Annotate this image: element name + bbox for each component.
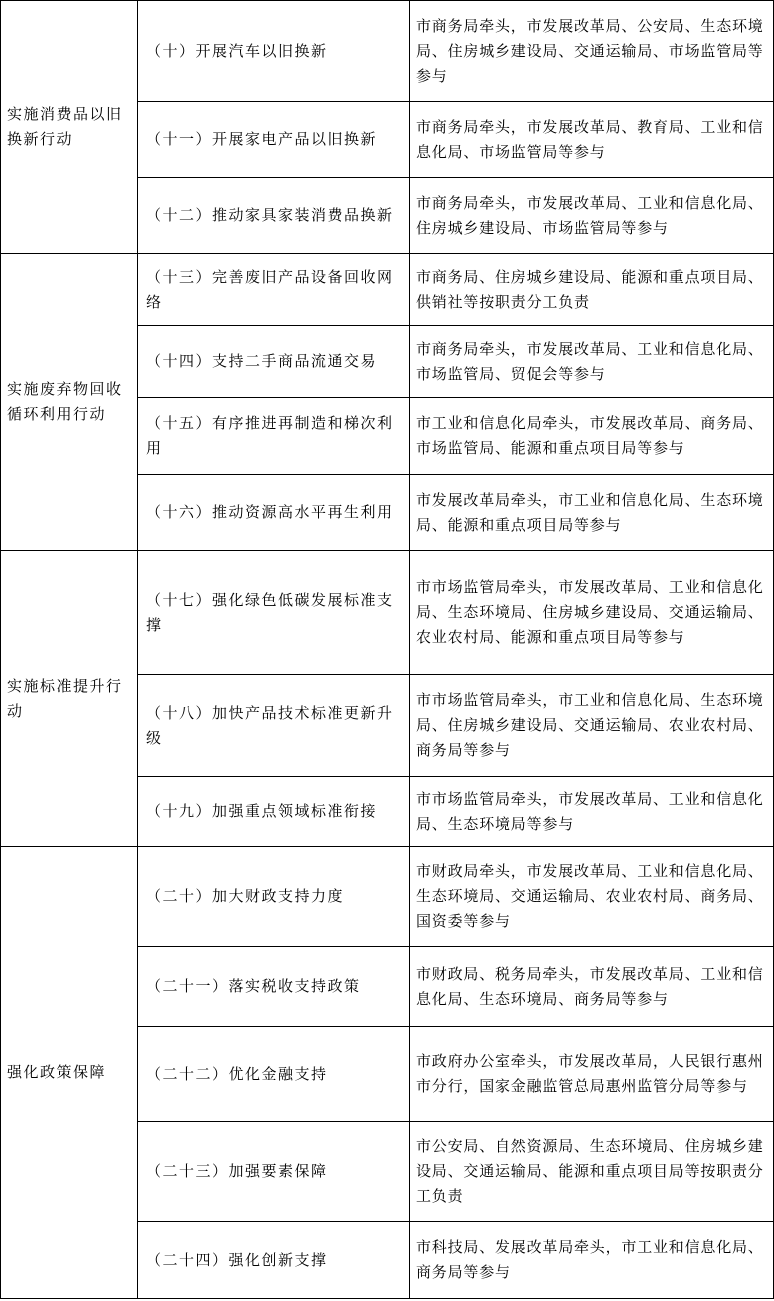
task-cell: （十一）开展家电产品以旧换新 bbox=[138, 102, 410, 178]
task-cell: （十五）有序推进再制造和梯次利用 bbox=[138, 398, 410, 475]
task-cell: （十六）推动资源高水平再生利用 bbox=[138, 475, 410, 551]
category-cell: 实施废弃物回收循环利用行动 bbox=[1, 254, 138, 551]
table-row bbox=[1, 254, 774, 326]
task-cell: （二十三）加强要素保障 bbox=[138, 1122, 410, 1222]
task-cell: （二十一）落实税收支持政策 bbox=[138, 947, 410, 1027]
task-cell: （十三）完善废旧产品设备回收网络 bbox=[138, 254, 410, 326]
responsible-cell: 市市场监管局牵头，市工业和信息化局、生态环境局、住房城乡建设局、交通运输局、农业农村局、商务局等参与 bbox=[410, 675, 774, 777]
task-cell: （十二）推动家具家装消费品换新 bbox=[138, 178, 410, 254]
responsible-cell: 市市场监管局牵头，市发展改革局、工业和信息化局、生态环境局、住房城乡建设局、交通运输局、农业农村局、能源和重点项目局等参与 bbox=[410, 551, 774, 675]
table-row bbox=[1, 847, 774, 947]
table-row bbox=[1, 1, 774, 102]
task-cell: （二十）加大财政支持力度 bbox=[138, 847, 410, 947]
responsible-cell: 市商务局牵头，市发展改革局、工业和信息化局、住房城乡建设局、市场监管局等参与 bbox=[410, 178, 774, 254]
table-row bbox=[1, 551, 774, 675]
responsible-cell: 市政府办公室牵头，市发展改革局，人民银行惠州市分行，国家金融监管总局惠州监管分局等参与 bbox=[410, 1027, 774, 1122]
category-cell: 强化政策保障 bbox=[1, 847, 138, 1299]
task-cell: （二十二）优化金融支持 bbox=[138, 1027, 410, 1122]
responsible-cell: 市商务局、住房城乡建设局、能源和重点项目局、供销社等按职责分工负责 bbox=[410, 254, 774, 326]
responsible-cell: 市公安局、自然资源局、生态环境局、住房城乡建设局、交通运输局、能源和重点项目局等按职责分工负责 bbox=[410, 1122, 774, 1222]
task-cell: （十七）强化绿色低碳发展标准支撑 bbox=[138, 551, 410, 675]
responsible-cell: 市市场监管局牵头，市发展改革局、工业和信息化局、生态环境局等参与 bbox=[410, 777, 774, 847]
responsible-cell: 市工业和信息化局牵头，市发展改革局、商务局、市场监管局、能源和重点项目局等参与 bbox=[410, 398, 774, 475]
responsible-cell: 市发展改革局牵头，市工业和信息化局、生态环境局、能源和重点项目局等参与 bbox=[410, 475, 774, 551]
task-cell: （十）开展汽车以旧换新 bbox=[138, 1, 410, 102]
responsible-cell: 市科技局、发展改革局牵头，市工业和信息化局、商务局等参与 bbox=[410, 1222, 774, 1299]
responsible-cell: 市商务局牵头，市发展改革局、公安局、生态环境局、住房城乡建设局、交通运输局、市场监管局等参与 bbox=[410, 1, 774, 102]
responsible-cell: 市财政局牵头，市发展改革局、工业和信息化局、生态环境局、交通运输局、农业农村局、商务局、国资委等参与 bbox=[410, 847, 774, 947]
category-cell: 实施消费品以旧换新行动 bbox=[1, 1, 138, 254]
category-cell: 实施标准提升行动 bbox=[1, 551, 138, 847]
responsible-cell: 市财政局、税务局牵头，市发展改革局、工业和信息化局、生态环境局、商务局等参与 bbox=[410, 947, 774, 1027]
responsible-cell: 市商务局牵头，市发展改革局、教育局、工业和信息化局、市场监管局等参与 bbox=[410, 102, 774, 178]
task-cell: （十九）加强重点领域标准衔接 bbox=[138, 777, 410, 847]
task-cell: （二十四）强化创新支撑 bbox=[138, 1222, 410, 1299]
task-cell: （十四）支持二手商品流通交易 bbox=[138, 326, 410, 398]
responsible-cell: 市商务局牵头，市发展改革局、工业和信息化局、市场监管局、贸促会等参与 bbox=[410, 326, 774, 398]
task-cell: （十八）加快产品技术标准更新升级 bbox=[138, 675, 410, 777]
